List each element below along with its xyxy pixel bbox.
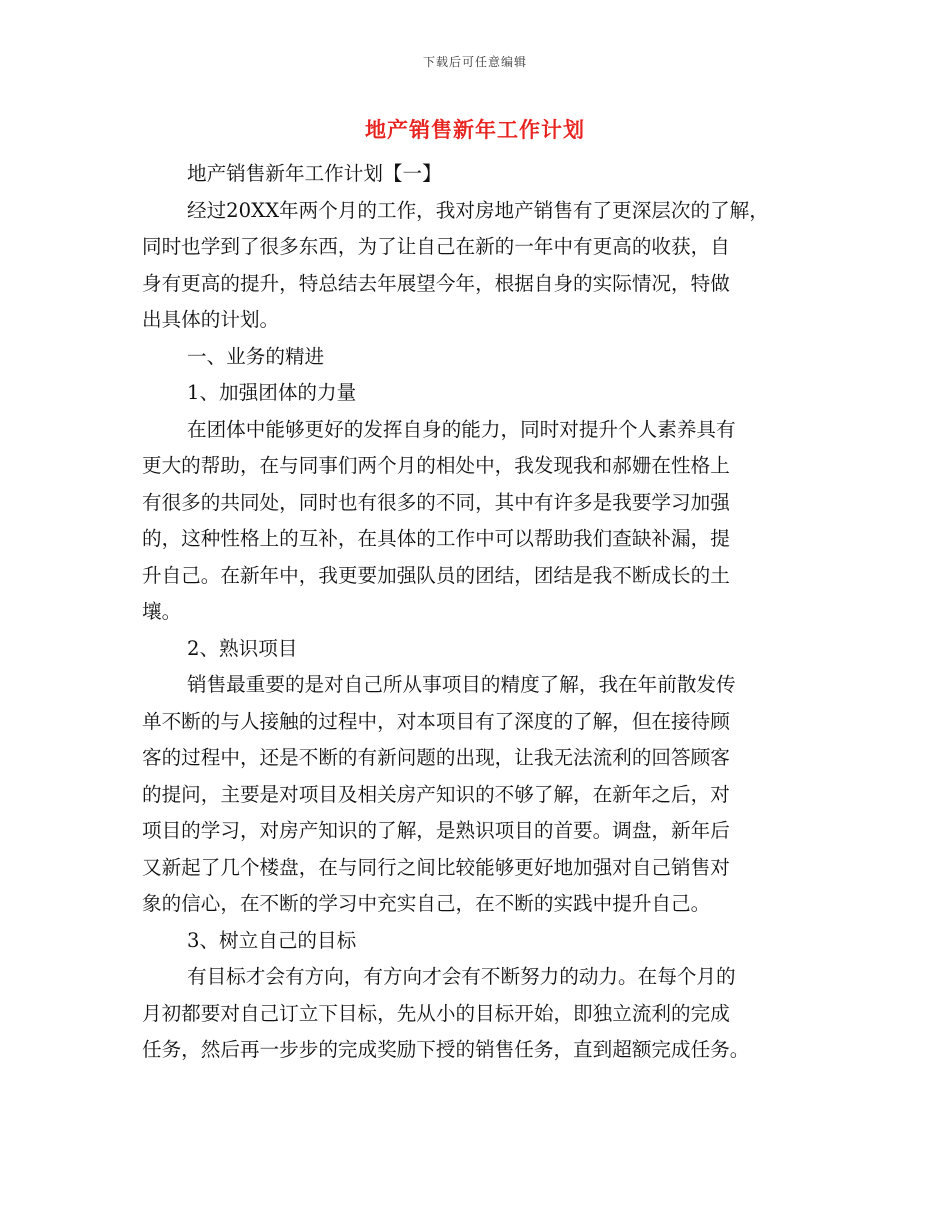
body-text-line: 的提问，主要是对项目及相关房产知识的不够了解，在新年之后，对 bbox=[142, 782, 730, 806]
body-text-line: 在团体中能够更好的发挥自身的能力，同时对提升个人素养具有 bbox=[187, 417, 736, 441]
body-text-line: 同时也学到了很多东西，为了让自己在新的一年中有更高的收获，自 bbox=[142, 235, 730, 258]
body-text-line: 有很多的共同处，同时也有很多的不同，其中有许多是我要学习加强 bbox=[142, 490, 730, 514]
body-text-line: 任务，然后再一步步的完成奖励下授的销售任务，直到超额完成任务。 bbox=[142, 1038, 750, 1061]
body-text-line: 出具体的计划。 bbox=[142, 308, 280, 331]
body-text-line: 经过20XX年两个月的工作，我对房地产销售有了更深层次的了解， bbox=[187, 198, 769, 222]
body-text-line: 又新起了几个楼盘，在与同行之间比较能够更好地加强对自己销售对 bbox=[142, 855, 730, 879]
body-text-line: 3、树立自己的目标 bbox=[187, 928, 357, 952]
body-text-line: 升自己。在新年中，我更要加强队员的团结，团结是我不断成长的土 bbox=[142, 563, 730, 587]
document-body bbox=[142, 156, 812, 1069]
body-text-line: 客的过程中，还是不断的有新问题的出现，让我无法流利的回答顾客 bbox=[142, 746, 730, 769]
body-text-line: 象的信心，在不断的学习中充实自己，在不断的实践中提升自己。 bbox=[142, 892, 711, 915]
body-text-line: 销售最重要的是对自己所从事项目的精度了解，我在年前散发传 bbox=[187, 673, 736, 696]
body-text-line: 地产销售新年工作计划【一】 bbox=[187, 162, 442, 185]
document-title: 地产销售新年工作计划 bbox=[365, 117, 585, 142]
body-text-line: 项目的学习，对房产知识的了解，是熟识项目的首要。调盘，新年后 bbox=[142, 819, 730, 842]
page-header: 下载后可任意编辑 bbox=[422, 55, 527, 69]
body-text-line: 的，这种性格上的互补，在具体的工作中可以帮助我们查缺补漏，提 bbox=[142, 527, 730, 550]
body-text-line: 有目标才会有方向，有方向才会有不断努力的动力。在每个月的 bbox=[187, 965, 736, 988]
body-text-line: 2、熟识项目 bbox=[187, 636, 298, 660]
body-text-line: 一、业务的精进 bbox=[187, 344, 325, 368]
body-text-line: 1、加强团体的力量 bbox=[187, 381, 357, 404]
body-text-line: 单不断的与人接触的过程中，对本项目有了深度的了解，但在接待顾 bbox=[142, 709, 730, 733]
body-text-line: 壤。 bbox=[142, 600, 182, 623]
body-text-line: 月初都要对自己订立下目标，先从小的目标开始，即独立流利的完成 bbox=[142, 1001, 730, 1025]
body-text-line: 更大的帮助，在与同事们两个月的相处中，我发现我和郝姗在性格上 bbox=[142, 454, 730, 477]
body-text-line: 身有更高的提升，特总结去年展望今年，根据自身的实际情况，特做 bbox=[142, 271, 730, 295]
